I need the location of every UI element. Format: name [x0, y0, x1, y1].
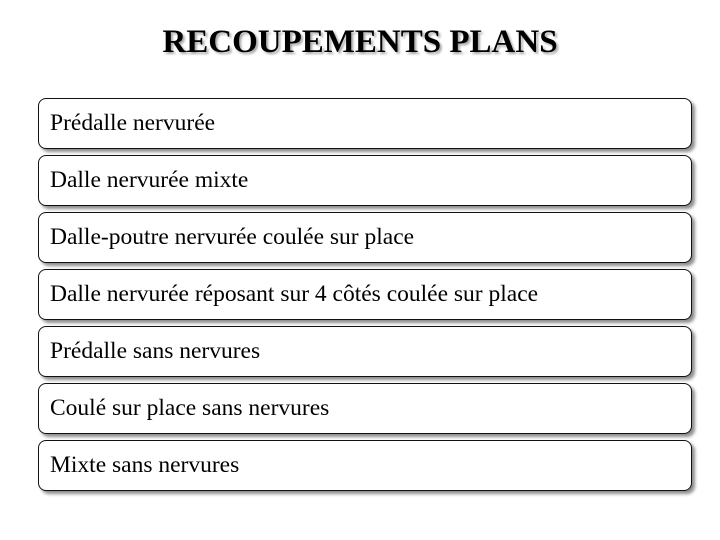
list-item-mixte-sans-nervures: Mixte sans nervures	[38, 440, 692, 491]
list-item-dalle-nervuree-4-cotes: Dalle nervurée réposant sur 4 côtés coulée sur place	[38, 269, 692, 320]
list-item-dalle-poutre-nervuree: Dalle-poutre nervurée coulée sur place	[38, 212, 692, 263]
slide-title: RECOUPEMENTS PLANS	[162, 24, 558, 60]
list-item-coule-sur-place-sans-nervures: Coulé sur place sans nervures	[38, 383, 692, 434]
list-item-predalle-nervuree: Prédalle nervurée	[38, 98, 692, 149]
list-item-dalle-nervuree-mixte: Dalle nervurée mixte	[38, 155, 692, 206]
list-item-predalle-sans-nervures: Prédalle sans nervures	[38, 326, 692, 377]
options-list	[38, 98, 692, 497]
